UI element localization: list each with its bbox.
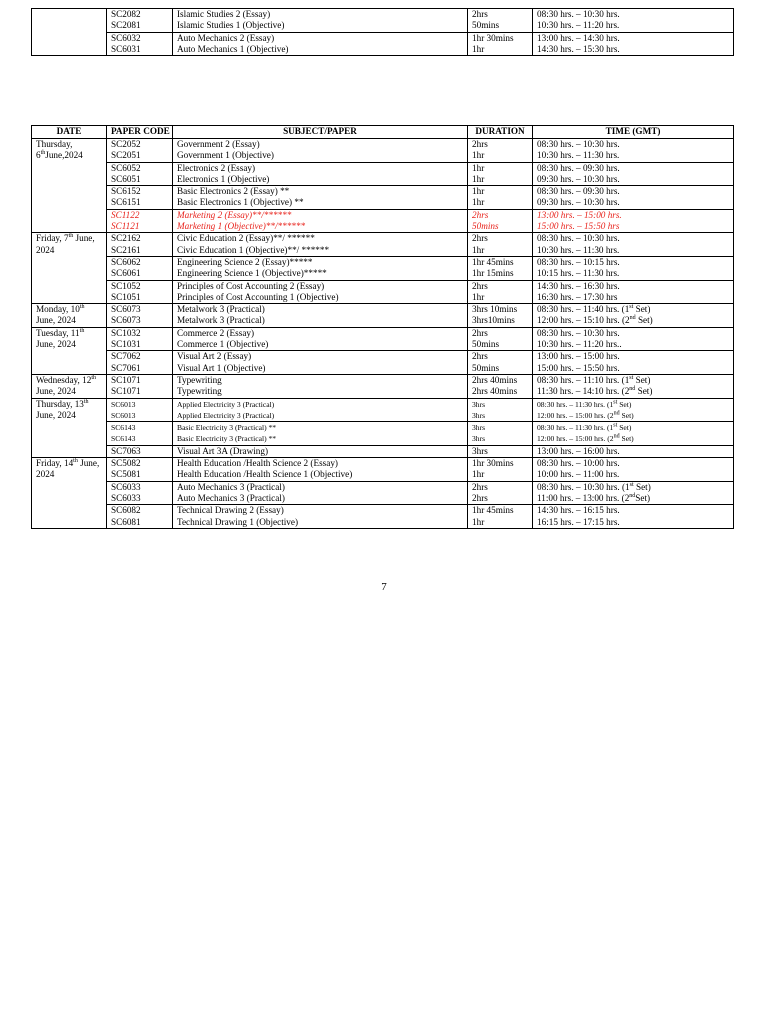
subject-line: Basic Electricity 3 (Practical) ** [177, 423, 277, 433]
code-line: SC1122 [111, 209, 140, 220]
duration-line: 1hr [472, 516, 485, 527]
subject-line: Visual Art 3A (Drawing) [177, 445, 269, 456]
code-line: SC2051 [111, 150, 141, 161]
duration-line: 3hrs10mins [472, 315, 515, 326]
duration-cell [468, 481, 533, 505]
time-line: 08:30 hrs. – 10:30 hrs. [537, 139, 620, 149]
duration-line: 3hrs 10mins [472, 304, 518, 315]
duration-cell [468, 139, 533, 163]
paper-code-cell [107, 374, 173, 398]
duration-line: 1hr [472, 197, 485, 208]
code-line: SC6051 [111, 173, 141, 184]
code-line: SC6081 [111, 516, 141, 527]
duration-line: 2hrs [472, 327, 488, 338]
time-line: 12:00 hrs. – 15:10 hrs. (2nd Set) [537, 315, 653, 326]
time-cell [533, 186, 734, 210]
code-line: SC2162 [111, 233, 141, 244]
time-line: 14:30 hrs. – 16:30 hrs. [537, 280, 620, 291]
time-cell [533, 458, 734, 482]
code-line: SC6052 [111, 162, 141, 173]
subject-line: Applied Electricity 3 (Practical) [177, 399, 275, 409]
table-row [32, 280, 734, 304]
exam-timetable [31, 125, 734, 529]
time-cell [533, 233, 734, 257]
subject-line: Typewriting [177, 386, 222, 397]
subject-line: Electronics 2 (Essay) [177, 162, 256, 173]
date-cell: Friday, 7th June, 2024 [32, 233, 107, 304]
duration-cell [468, 351, 533, 375]
duration-line: 1hr [472, 162, 485, 173]
time-cell [533, 139, 734, 163]
subject-line: Civic Education 2 (Essay)**/ ****** [177, 233, 315, 244]
time-cell [533, 327, 734, 351]
duration-line: 50mins [472, 339, 500, 350]
time-cell [533, 422, 734, 446]
time-line: 14:30 hrs. – 15:30 hrs. [537, 43, 620, 54]
time-line: 08:30 hrs. – 10:30 hrs. [537, 9, 620, 19]
duration-line: 1hr [472, 186, 485, 197]
duration-line: 2hrs [472, 492, 488, 503]
duration-cell [468, 304, 533, 328]
time-line: 15:00 hrs. – 15:50 hrs. [537, 362, 620, 373]
paper-code-cell [107, 32, 173, 56]
time-cell [533, 162, 734, 186]
code-line: SC1071 [111, 374, 141, 385]
subject-line: Electronics 1 (Objective) [177, 173, 270, 184]
code-line: SC6032 [111, 32, 141, 43]
time-line: 12:00 hrs. – 15:00 hrs. (2nd Set) [537, 410, 634, 420]
time-line: 08:30 hrs. – 10:15 hrs. [537, 256, 620, 267]
code-line: SC6013 [111, 410, 136, 420]
duration-cell [468, 422, 533, 446]
code-line: SC6073 [111, 304, 141, 315]
subject-line: Visual Art 2 (Essay) [177, 351, 252, 362]
duration-line: 2hrs [472, 481, 488, 492]
header-paper-code: PAPER CODE [107, 126, 173, 139]
time-line: 08:30 hrs. – 11:40 hrs. (1st Set) [537, 304, 651, 315]
duration-line: 2hrs [472, 233, 488, 244]
paper-code-cell [107, 186, 173, 210]
subject-line: Health Education /Health Science 2 (Essay) [177, 458, 338, 469]
duration-line: 2hrs [472, 209, 489, 220]
table-row [32, 9, 734, 33]
duration-line: 3hrs [472, 410, 486, 420]
subject-line: Auto Mechanics 1 (Objective) [177, 43, 289, 54]
subject-line: Principles of Cost Accounting 2 (Essay) [177, 280, 325, 291]
code-line: SC1032 [111, 327, 141, 338]
table-row [32, 209, 734, 233]
duration-line: 2hrs [472, 9, 488, 19]
subject-line: Metalwork 3 (Practical) [177, 304, 265, 315]
duration-cell [468, 445, 533, 457]
duration-line: 1hr 30mins [472, 458, 514, 469]
header-date: DATE [32, 126, 107, 139]
duration-cell [468, 162, 533, 186]
duration-cell [468, 280, 533, 304]
duration-line: 3hrs [472, 399, 486, 409]
time-cell [533, 374, 734, 398]
duration-line: 1hr 45mins [472, 505, 514, 516]
subject-line: Engineering Science 1 (Objective)***** [177, 268, 327, 279]
subject-line: Government 2 (Essay) [177, 139, 260, 149]
subject-line: Civic Education 1 (Objective)**/ ****** [177, 244, 330, 255]
subject-cell [173, 233, 468, 257]
time-line: 16:15 hrs. – 17:15 hrs. [537, 516, 620, 527]
time-line: 08:30 hrs. – 11:30 hrs. (1st Set) [537, 422, 632, 433]
duration-cell [468, 458, 533, 482]
subject-cell [173, 481, 468, 505]
paper-code-cell [107, 209, 173, 233]
subject-line: Engineering Science 2 (Essay)***** [177, 256, 313, 267]
subject-line: Islamic Studies 2 (Essay) [177, 9, 271, 19]
subject-line: Islamic Studies 1 (Objective) [177, 20, 285, 31]
paper-code-cell [107, 351, 173, 375]
duration-line: 1hr [472, 43, 485, 54]
duration-cell [468, 233, 533, 257]
table-row [32, 398, 734, 422]
subject-cell [173, 280, 468, 304]
code-line: SC6062 [111, 256, 141, 267]
paper-code-cell [107, 139, 173, 163]
duration-cell [468, 505, 533, 529]
subject-line: Visual Art 1 (Objective) [177, 362, 266, 373]
duration-line: 1hr 15mins [472, 268, 514, 279]
subject-cell [173, 422, 468, 446]
subject-cell [173, 209, 468, 233]
code-line: SC2161 [111, 244, 141, 255]
subject-line: Basic Electricity 3 (Practical) ** [177, 434, 277, 444]
duration-cell [468, 327, 533, 351]
duration-line: 2hrs 40mins [472, 374, 518, 385]
time-line: 11:00 hrs. – 13:00 hrs. (2ndSet) [537, 492, 651, 503]
code-line: SC1121 [111, 221, 140, 232]
subject-line: Typewriting [177, 374, 222, 385]
duration-line: 50mins [472, 221, 499, 232]
timetable-continued [31, 8, 734, 56]
duration-line: 3hrs [472, 445, 488, 456]
duration-cell [468, 32, 533, 56]
paper-code-cell [107, 280, 173, 304]
duration-line: 50mins [472, 20, 500, 31]
subject-cell [173, 398, 468, 422]
duration-line: 2hrs 40mins [472, 386, 518, 397]
subject-line: Technical Drawing 2 (Essay) [177, 505, 284, 516]
table-row [32, 186, 734, 210]
subject-line: Auto Mechanics 2 (Essay) [177, 32, 275, 43]
duration-line: 1hr [472, 244, 485, 255]
subject-line: Marketing 2 (Essay)**/****** [177, 209, 292, 220]
code-line: SC2052 [111, 139, 141, 149]
paper-code-cell [107, 9, 173, 33]
code-line: SC6061 [111, 268, 141, 279]
time-line: 10:30 hrs. – 11:20 hrs.. [537, 339, 622, 350]
time-line: 08:30 hrs. – 09:30 hrs. [537, 162, 620, 173]
timetable-body [32, 139, 734, 529]
paper-code-cell [107, 304, 173, 328]
duration-line: 1hr [472, 173, 485, 184]
time-cell [533, 9, 734, 33]
time-cell [533, 280, 734, 304]
paper-code-cell [107, 398, 173, 422]
time-line: 11:30 hrs. – 14:10 hrs. (2nd Set) [537, 386, 653, 397]
code-line: SC7061 [111, 362, 141, 373]
code-line: SC5082 [111, 458, 141, 469]
duration-cell [468, 398, 533, 422]
subject-line: Principles of Cost Accounting 1 (Objective) [177, 291, 339, 302]
subject-cell [173, 162, 468, 186]
time-line: 10:30 hrs. – 11:20 hrs. [537, 20, 620, 31]
duration-line: 1hr [472, 150, 485, 161]
code-line: SC7062 [111, 351, 141, 362]
time-line: 10:30 hrs. – 11:30 hrs. [537, 244, 620, 255]
time-line: 13:00 hrs. – 15:00 hrs. [537, 209, 622, 220]
subject-cell [173, 351, 468, 375]
time-cell [533, 32, 734, 56]
code-line: SC6033 [111, 492, 141, 503]
time-line: 10:00 hrs. – 11:00 hrs. [537, 469, 620, 480]
duration-cell [468, 256, 533, 280]
time-cell [533, 398, 734, 422]
code-line: SC6143 [111, 423, 136, 433]
paper-code-cell [107, 233, 173, 257]
duration-line: 1hr [472, 291, 485, 302]
duration-cell [468, 209, 533, 233]
paper-code-cell [107, 445, 173, 457]
code-line: SC6152 [111, 186, 141, 197]
time-cell [533, 445, 734, 457]
duration-line: 1hr 30mins [472, 32, 514, 43]
subject-line: Basic Electronics 1 (Objective) ** [177, 197, 304, 208]
code-line: SC6073 [111, 315, 141, 326]
duration-line: 2hrs [472, 139, 488, 149]
time-line: 09:30 hrs. – 10:30 hrs. [537, 197, 620, 208]
time-line: 14:30 hrs. – 16:15 hrs. [537, 505, 620, 516]
code-line: SC1071 [111, 386, 141, 397]
subject-line: Auto Mechanics 3 (Practical) [177, 481, 285, 492]
table-row [32, 304, 734, 328]
time-line: 12:00 hrs. – 15:00 hrs. (2nd Set) [537, 433, 634, 444]
paper-code-cell [107, 162, 173, 186]
code-line: SC6143 [111, 434, 136, 444]
code-line: SC6013 [111, 399, 136, 409]
subject-line: Basic Electronics 2 (Essay) ** [177, 186, 290, 197]
time-line: 13:00 hrs. – 16:00 hrs. [537, 445, 620, 456]
code-line: SC5081 [111, 469, 141, 480]
time-cell [533, 351, 734, 375]
subject-cell [173, 9, 468, 33]
date-cell: Thursday, 6thJune,2024 [32, 139, 107, 233]
table-header-row [32, 126, 734, 139]
table-row [32, 327, 734, 351]
subject-line: Technical Drawing 1 (Objective) [177, 516, 299, 527]
subject-line: Health Education /Health Science 1 (Objective) [177, 469, 353, 480]
time-line: 13:00 hrs. – 15:00 hrs. [537, 351, 620, 362]
paper-code-cell [107, 327, 173, 351]
code-line: SC1031 [111, 339, 141, 350]
table-row [32, 139, 734, 163]
date-cell: Thursday, 13th June, 2024 [32, 398, 107, 457]
code-line: SC1051 [111, 291, 141, 302]
date-cell [32, 9, 107, 56]
time-cell [533, 481, 734, 505]
duration-cell [468, 186, 533, 210]
time-cell [533, 304, 734, 328]
table-row [32, 162, 734, 186]
date-cell: Wednesday, 12th June, 2024 [32, 374, 107, 398]
duration-line: 1hr [472, 469, 485, 480]
code-line: SC2082 [111, 9, 141, 19]
table-row [32, 445, 734, 457]
paper-code-cell [107, 422, 173, 446]
subject-cell [173, 32, 468, 56]
date-cell: Tuesday, 11th June, 2024 [32, 327, 107, 374]
duration-cell [468, 9, 533, 33]
time-line: 08:30 hrs. – 11:10 hrs. (1st Set) [537, 374, 651, 385]
date-cell: Monday, 10th June, 2024 [32, 304, 107, 328]
code-line: SC6033 [111, 481, 141, 492]
subject-cell [173, 139, 468, 163]
paper-code-cell [107, 481, 173, 505]
table-row [32, 233, 734, 257]
time-line: 08:30 hrs. – 09:30 hrs. [537, 186, 620, 197]
time-line: 08:30 hrs. – 10:30 hrs. (1st Set) [537, 481, 651, 492]
subject-cell [173, 256, 468, 280]
table-row [32, 351, 734, 375]
code-line: SC6031 [111, 43, 141, 54]
date-cell: Friday, 14th June, 2024 [32, 458, 107, 529]
subject-line: Metalwork 3 (Practical) [177, 315, 265, 326]
duration-line: 1hr 45mins [472, 256, 514, 267]
duration-cell [468, 374, 533, 398]
time-cell [533, 505, 734, 529]
table-row [32, 256, 734, 280]
time-cell [533, 256, 734, 280]
header-duration: DURATION [468, 126, 533, 139]
time-line: 08:30 hrs. – 10:00 hrs. [537, 458, 620, 469]
table-row [32, 422, 734, 446]
time-line: 09:30 hrs. – 10:30 hrs. [537, 173, 620, 184]
table-row [32, 374, 734, 398]
subject-line: Applied Electricity 3 (Practical) [177, 410, 275, 420]
time-line: 10:30 hrs. – 11:30 hrs. [537, 150, 620, 161]
paper-code-cell [107, 505, 173, 529]
subject-cell [173, 327, 468, 351]
subject-line: Auto Mechanics 3 (Practical) [177, 492, 285, 503]
code-line: SC6082 [111, 505, 141, 516]
paper-code-cell [107, 256, 173, 280]
subject-cell [173, 445, 468, 457]
table-row [32, 458, 734, 482]
table-row [32, 32, 734, 56]
subject-line: Marketing 1 (Objective)**/****** [177, 221, 306, 232]
code-line: SC7063 [111, 445, 141, 456]
page-number: 7 [381, 581, 387, 593]
time-line: 08:30 hrs. – 10:30 hrs. [537, 233, 620, 244]
time-line: 08:30 hrs. – 10:30 hrs. [537, 327, 620, 338]
code-line: SC2081 [111, 20, 141, 31]
subject-cell [173, 304, 468, 328]
duration-line: 3hrs [472, 423, 486, 433]
duration-line: 2hrs [472, 351, 488, 362]
subject-line: Commerce 2 (Essay) [177, 327, 255, 338]
time-line: 08:30 hrs. – 11:30 hrs. (1st Set) [537, 399, 632, 409]
subject-cell [173, 458, 468, 482]
subject-cell [173, 505, 468, 529]
time-cell [533, 209, 734, 233]
time-line: 15:00 hrs. – 15:50 hrs [537, 221, 620, 232]
time-line: 13:00 hrs. – 14:30 hrs. [537, 32, 620, 43]
subject-cell [173, 186, 468, 210]
time-line: 16:30 hrs. – 17:30 hrs [537, 291, 618, 302]
duration-line: 50mins [472, 362, 500, 373]
code-line: SC1052 [111, 280, 141, 291]
subject-cell [173, 374, 468, 398]
duration-line: 2hrs [472, 280, 488, 291]
table-row [32, 481, 734, 505]
header-subject: SUBJECT/PAPER [173, 126, 468, 139]
subject-line: Government 1 (Objective) [177, 150, 274, 161]
paper-code-cell [107, 458, 173, 482]
header-time: TIME (GMT) [533, 126, 734, 139]
duration-line: 3hrs [472, 434, 486, 444]
table-row [32, 505, 734, 529]
time-line: 10:15 hrs. – 11:30 hrs. [537, 268, 620, 279]
code-line: SC6151 [111, 197, 141, 208]
subject-line: Commerce 1 (Objective) [177, 339, 269, 350]
